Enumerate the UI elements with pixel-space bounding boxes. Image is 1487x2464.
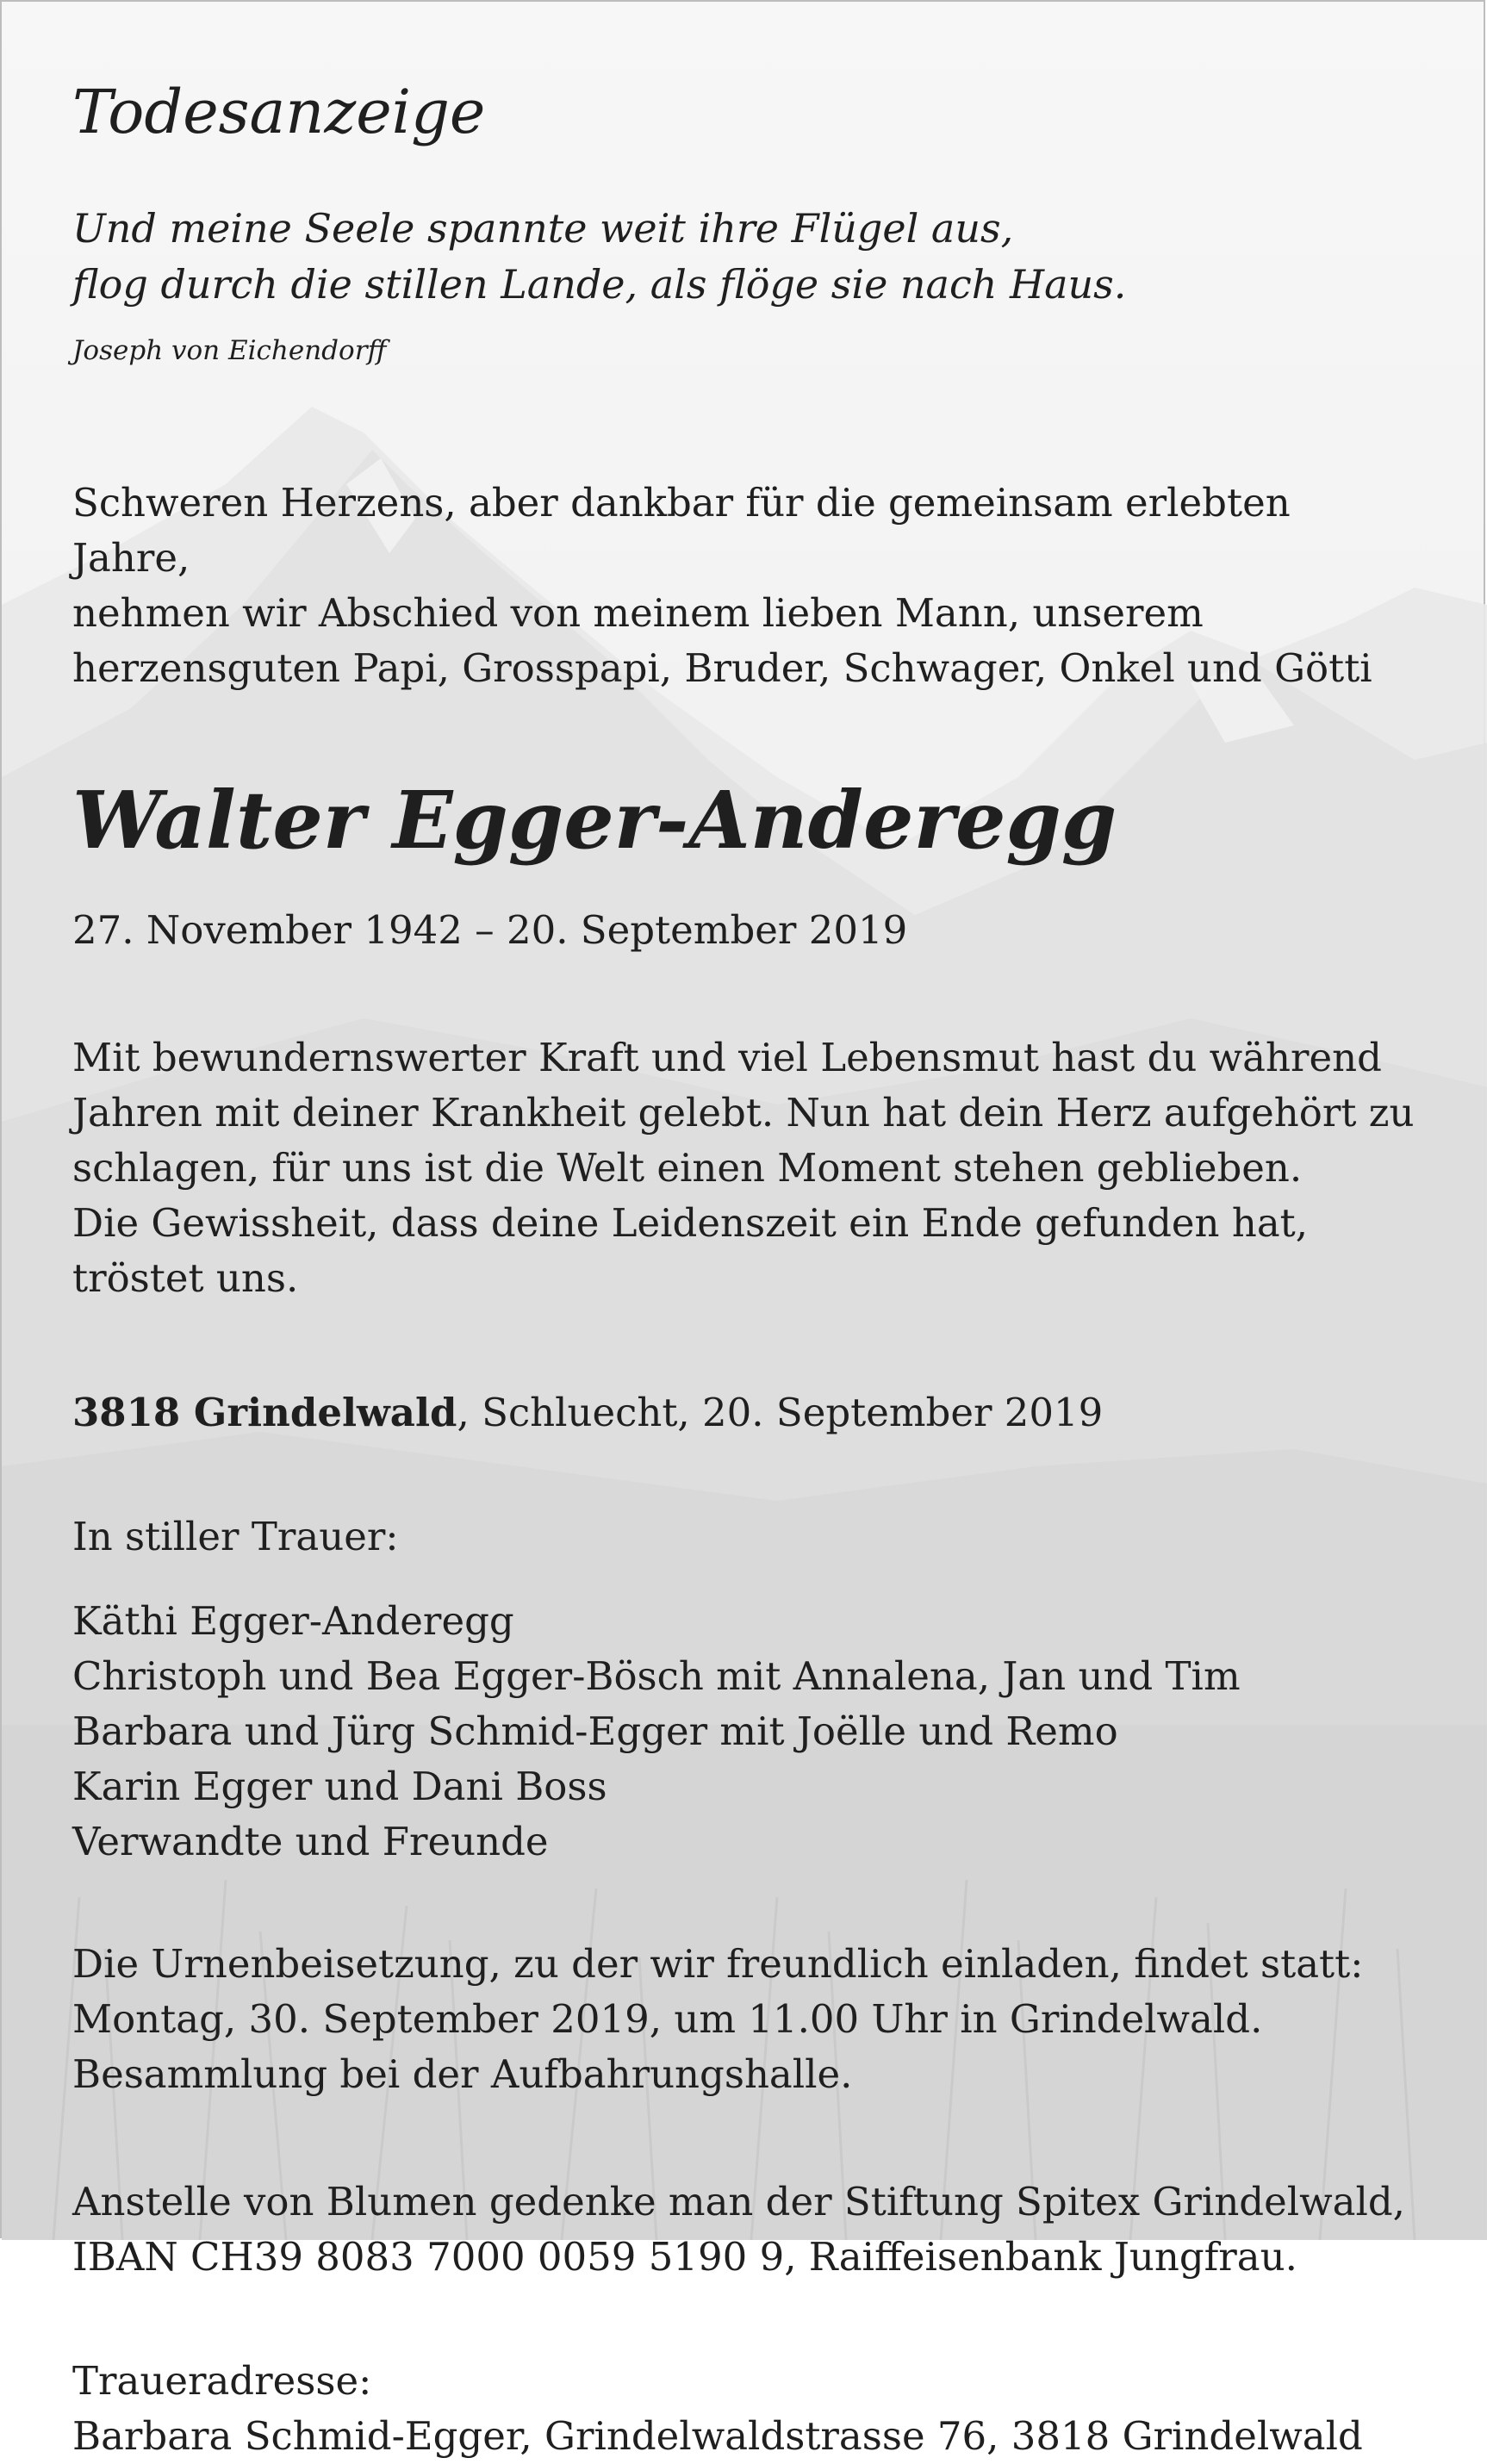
life-dates: 27. November 1942 – 20. September 2019 xyxy=(72,907,908,953)
place-and-date xyxy=(72,1385,1416,1440)
tribute-line: schlagen, für uns ist die Welt einen Moment stehen geblieben. xyxy=(72,1145,1303,1191)
tribute-line: Die Gewissheit, dass deine Leidenszeit ein Ende gefunden hat, tröstet uns. xyxy=(72,1200,1309,1301)
tribute-line: Jahren mit deiner Krankheit gelebt. Nun hat dein Herz aufgehört zu xyxy=(72,1090,1415,1136)
place-city: 3818 Grindelwald xyxy=(72,1390,457,1435)
poem-author: Joseph von Eichendorff xyxy=(72,335,387,366)
poem-quote xyxy=(72,201,1416,379)
intro-line: nehmen wir Abschied von meinem lieben Mann, unserem xyxy=(72,590,1204,636)
deceased-name: Walter Egger-Anderegg xyxy=(72,774,1117,867)
tribute-line: Mit bewundernswerter Kraft und viel Lebensmut hast du während xyxy=(72,1035,1382,1080)
burial-info xyxy=(72,1937,1416,2102)
notice-content xyxy=(72,79,1416,2464)
intro-line: Schweren Herzens, aber dankbar für die gemeinsam erlebten Jahre, xyxy=(72,480,1291,581)
donation-info xyxy=(72,2175,1416,2285)
intro-paragraph xyxy=(72,476,1416,696)
mourner-entry: Christoph und Bea Egger-Bösch mit Annalena, Jan und Tim xyxy=(72,1653,1241,1699)
place-rest: , Schluecht, 20. September 2019 xyxy=(457,1390,1104,1435)
burial-line: Besammlung bei der Aufbahrungshalle. xyxy=(72,2051,853,2097)
mourner-entry: Käthi Egger-Anderegg xyxy=(72,1598,514,1644)
poem-line: Und meine Seele spannte weit ihre Flügel aus, xyxy=(72,205,1014,252)
mourning-address xyxy=(72,2354,1416,2464)
mourner-entry: Barbara und Jürg Schmid-Egger mit Joëlle und Remo xyxy=(72,1708,1118,1754)
mourner-entry: Karin Egger und Dani Boss xyxy=(72,1764,607,1809)
burial-line: Die Urnenbeisetzung, zu der wir freundlich einladen, findet statt: xyxy=(72,1941,1364,1987)
notice-heading: Todesanzeige xyxy=(72,77,486,147)
donation-line: Anstelle von Blumen gedenke man der Stiftung Spitex Grindelwald, xyxy=(72,2179,1405,2224)
donation-line: IBAN CH39 8083 7000 0059 5190 9, Raiffeisenbank Jungfrau. xyxy=(72,2234,1297,2280)
address-value: Barbara Schmid-Egger, Grindelwaldstrasse 76, 3818 Grindelwald xyxy=(72,2413,1363,2459)
intro-line: herzensguten Papi, Grosspapi, Bruder, Schwager, Onkel und Götti xyxy=(72,645,1372,691)
poem-line: flog durch die stillen Lande, als flöge sie nach Haus. xyxy=(72,261,1127,308)
address-label: Traueradresse: xyxy=(72,2358,372,2404)
burial-line: Montag, 30. September 2019, um 11.00 Uhr in Grindelwald. xyxy=(72,1996,1263,2042)
mourner-entry: Verwandte und Freunde xyxy=(72,1819,549,1864)
mourning-label: In stiller Trauer: xyxy=(72,1514,399,1559)
mourners-list xyxy=(72,1594,1416,1870)
tribute-paragraph xyxy=(72,1030,1416,1306)
